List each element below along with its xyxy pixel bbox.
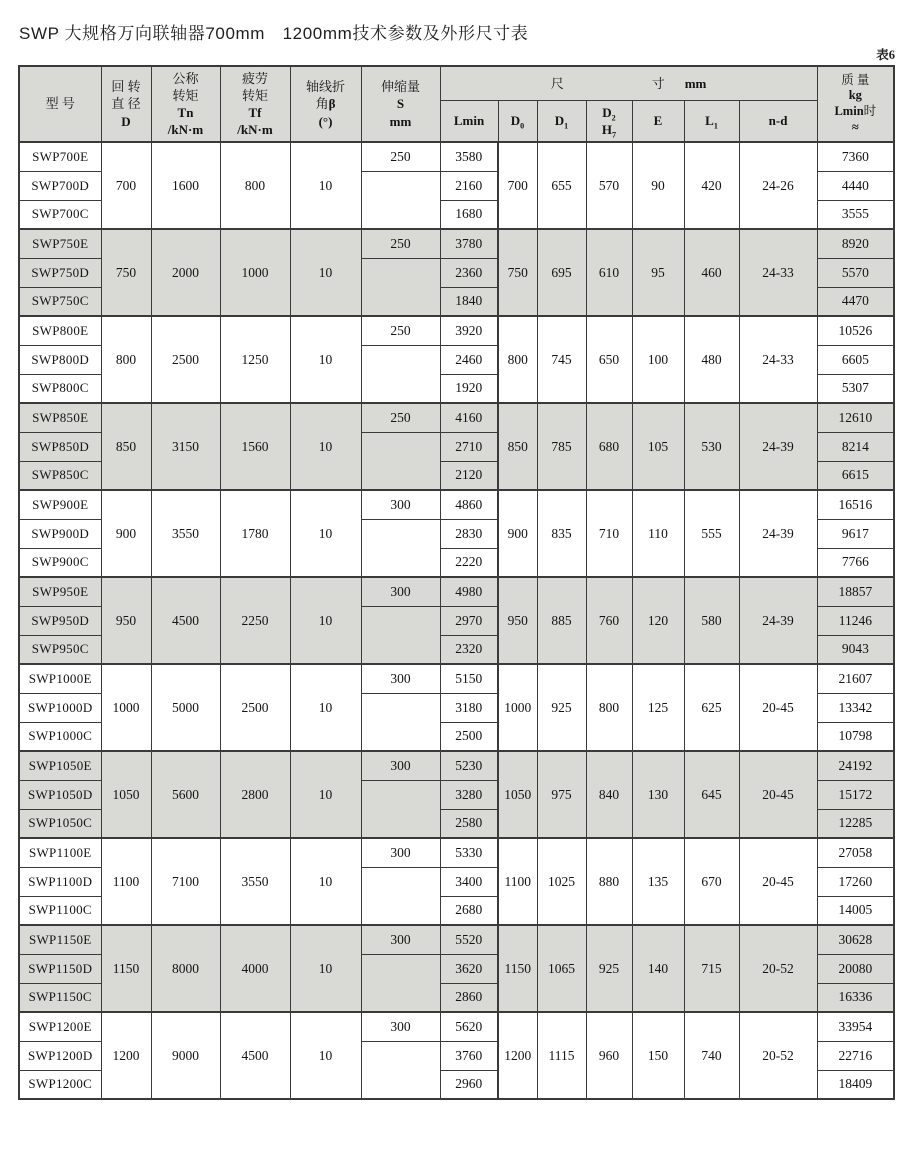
lmin-cell: 2970 — [440, 606, 498, 635]
d1-cell: 1065 — [537, 925, 586, 1012]
e-cell: 135 — [632, 838, 684, 925]
doc-title: SWP 大规格万向联轴器700mm 1200mm技术参数及外形尺寸表 — [19, 24, 529, 43]
diameter-cell: 750 — [101, 229, 151, 316]
model-group — [19, 925, 894, 1012]
mass-cell: 18857 — [817, 577, 894, 606]
model-group — [19, 403, 894, 490]
d1-cell: 885 — [537, 577, 586, 664]
nd-cell: 20-52 — [739, 1012, 817, 1099]
d2-cell: 800 — [586, 664, 632, 751]
mass-cell: 15172 — [817, 780, 894, 809]
s-cell-empty — [361, 780, 440, 838]
nominal-torque-cell: 2500 — [151, 316, 220, 403]
nd-cell: 24-39 — [739, 577, 817, 664]
lmin-cell: 3760 — [440, 1041, 498, 1070]
model-cell: SWP1200D — [19, 1041, 101, 1070]
d2-cell: 610 — [586, 229, 632, 316]
s-cell: 300 — [361, 664, 440, 693]
nominal-torque-cell: 3550 — [151, 490, 220, 577]
d2-cell: 570 — [586, 142, 632, 229]
l1-cell: 420 — [684, 142, 739, 229]
e-cell: 110 — [632, 490, 684, 577]
d2-cell: 880 — [586, 838, 632, 925]
l1-cell: 480 — [684, 316, 739, 403]
s-cell-empty — [361, 1041, 440, 1099]
subcol-d1: $D_1$ — [537, 100, 586, 142]
mass-cell: 12610 — [817, 403, 894, 432]
mass-cell: 10526 — [817, 316, 894, 345]
mass-cell: 13342 — [817, 693, 894, 722]
d1-cell: 695 — [537, 229, 586, 316]
subcol-d0: $D_0$ — [498, 100, 537, 142]
nd-cell: 24-39 — [739, 403, 817, 490]
lmin-cell: 5620 — [440, 1012, 498, 1041]
mass-cell: 9617 — [817, 519, 894, 548]
mass-cell: 10798 — [817, 722, 894, 751]
lmin-cell: 5520 — [440, 925, 498, 954]
e-cell: 140 — [632, 925, 684, 1012]
fatigue-torque-cell: 1780 — [220, 490, 290, 577]
nd-cell: 20-52 — [739, 925, 817, 1012]
lmin-cell: 1840 — [440, 287, 498, 316]
d2-cell: 680 — [586, 403, 632, 490]
model-group — [19, 577, 894, 664]
lmin-cell: 5150 — [440, 664, 498, 693]
col-diameter: 回 转 直 径 D — [101, 66, 151, 142]
mass-cell: 18409 — [817, 1070, 894, 1099]
angle-cell: 10 — [290, 490, 361, 577]
mass-cell: 7766 — [817, 548, 894, 577]
mass-cell: 3555 — [817, 200, 894, 229]
lmin-cell: 2830 — [440, 519, 498, 548]
mass-cell: 22716 — [817, 1041, 894, 1070]
model-cell: SWP800C — [19, 374, 101, 403]
model-cell: SWP700E — [19, 142, 101, 171]
s-cell-empty — [361, 693, 440, 751]
mass-cell: 20080 — [817, 954, 894, 983]
d1-cell: 975 — [537, 751, 586, 838]
diameter-cell: 800 — [101, 316, 151, 403]
mass-cell: 9043 — [817, 635, 894, 664]
lmin-cell: 2960 — [440, 1070, 498, 1099]
s-cell: 250 — [361, 229, 440, 258]
mass-cell: 21607 — [817, 664, 894, 693]
e-cell: 120 — [632, 577, 684, 664]
lmin-cell: 2680 — [440, 896, 498, 925]
nd-cell: 20-45 — [739, 664, 817, 751]
nd-cell: 20-45 — [739, 751, 817, 838]
model-cell: SWP1050D — [19, 780, 101, 809]
diameter-cell: 1100 — [101, 838, 151, 925]
d1-cell: 1025 — [537, 838, 586, 925]
model-group — [19, 1012, 894, 1099]
mass-cell: 6605 — [817, 345, 894, 374]
s-cell-empty — [361, 519, 440, 577]
lmin-cell: 3280 — [440, 780, 498, 809]
diameter-cell: 950 — [101, 577, 151, 664]
nd-cell: 24-26 — [739, 142, 817, 229]
model-cell: SWP1000C — [19, 722, 101, 751]
nd-cell: 20-45 — [739, 838, 817, 925]
diameter-cell: 1000 — [101, 664, 151, 751]
lmin-cell: 3180 — [440, 693, 498, 722]
nominal-torque-cell: 8000 — [151, 925, 220, 1012]
model-cell: SWP900E — [19, 490, 101, 519]
col-mass: 质 量 kg Lmin时 ≈ — [817, 66, 894, 142]
model-cell: SWP750C — [19, 287, 101, 316]
d2-cell: 710 — [586, 490, 632, 577]
mass-cell: 8920 — [817, 229, 894, 258]
mass-cell: 8214 — [817, 432, 894, 461]
d2-cell: 840 — [586, 751, 632, 838]
lmin-cell: 2320 — [440, 635, 498, 664]
model-cell: SWP1050C — [19, 809, 101, 838]
d2-cell: 650 — [586, 316, 632, 403]
lmin-cell: 3580 — [440, 142, 498, 171]
fatigue-torque-cell: 2250 — [220, 577, 290, 664]
diameter-cell: 1200 — [101, 1012, 151, 1099]
nd-cell: 24-33 — [739, 316, 817, 403]
lmin-cell: 5230 — [440, 751, 498, 780]
lmin-cell: 4980 — [440, 577, 498, 606]
e-cell: 130 — [632, 751, 684, 838]
d0-cell: 900 — [498, 490, 537, 577]
model-group — [19, 229, 894, 316]
model-cell: SWP700C — [19, 200, 101, 229]
col-angle: 轴线折 角β (°) — [290, 66, 361, 142]
e-cell: 90 — [632, 142, 684, 229]
mass-cell: 14005 — [817, 896, 894, 925]
fatigue-torque-cell: 4500 — [220, 1012, 290, 1099]
model-group — [19, 838, 894, 925]
s-cell: 300 — [361, 490, 440, 519]
model-group — [19, 316, 894, 403]
model-cell: SWP950E — [19, 577, 101, 606]
angle-cell: 10 — [290, 1012, 361, 1099]
mass-cell: 16336 — [817, 983, 894, 1012]
lmin-cell: 4160 — [440, 403, 498, 432]
page — [0, 19, 900, 1100]
mass-cell: 6615 — [817, 461, 894, 490]
nominal-torque-cell: 5000 — [151, 664, 220, 751]
model-cell: SWP1050E — [19, 751, 101, 780]
s-cell: 250 — [361, 142, 440, 171]
mass-cell: 24192 — [817, 751, 894, 780]
diameter-cell: 1050 — [101, 751, 151, 838]
model-cell: SWP1000D — [19, 693, 101, 722]
d0-cell: 950 — [498, 577, 537, 664]
col-nominal-torque: 公称 转矩 Tn /kN·m — [151, 66, 220, 142]
lmin-cell: 1680 — [440, 200, 498, 229]
l1-cell: 670 — [684, 838, 739, 925]
diameter-cell: 850 — [101, 403, 151, 490]
lmin-cell: 2580 — [440, 809, 498, 838]
d2-cell: 925 — [586, 925, 632, 1012]
diameter-cell: 900 — [101, 490, 151, 577]
nd-cell: 24-33 — [739, 229, 817, 316]
lmin-cell: 3920 — [440, 316, 498, 345]
lmin-cell: 3620 — [440, 954, 498, 983]
d1-cell: 925 — [537, 664, 586, 751]
e-cell: 100 — [632, 316, 684, 403]
s-cell: 250 — [361, 316, 440, 345]
l1-cell: 460 — [684, 229, 739, 316]
s-cell-empty — [361, 432, 440, 490]
col-model: 型 号 — [19, 66, 101, 142]
d1-cell: 655 — [537, 142, 586, 229]
diameter-cell: 700 — [101, 142, 151, 229]
mass-cell: 11246 — [817, 606, 894, 635]
col-dimensions: 尺 寸 mm — [440, 66, 817, 100]
nominal-torque-cell: 1600 — [151, 142, 220, 229]
d0-cell: 700 — [498, 142, 537, 229]
d1-cell: 745 — [537, 316, 586, 403]
s-cell: 300 — [361, 1012, 440, 1041]
model-cell: SWP1150D — [19, 954, 101, 983]
l1-cell: 555 — [684, 490, 739, 577]
model-cell: SWP800E — [19, 316, 101, 345]
e-cell: 150 — [632, 1012, 684, 1099]
nominal-torque-cell: 5600 — [151, 751, 220, 838]
lmin-cell: 2860 — [440, 983, 498, 1012]
fatigue-torque-cell: 1000 — [220, 229, 290, 316]
s-cell: 300 — [361, 577, 440, 606]
table-note: 表6 — [876, 48, 895, 62]
l1-cell: 740 — [684, 1012, 739, 1099]
mass-cell: 4440 — [817, 171, 894, 200]
nominal-torque-cell: 3150 — [151, 403, 220, 490]
angle-cell: 10 — [290, 838, 361, 925]
d0-cell: 1000 — [498, 664, 537, 751]
mass-cell: 12285 — [817, 809, 894, 838]
lmin-cell: 2500 — [440, 722, 498, 751]
d2-cell: 960 — [586, 1012, 632, 1099]
subcol-lmin: Lmin — [440, 100, 498, 142]
d1-cell: 785 — [537, 403, 586, 490]
d0-cell: 850 — [498, 403, 537, 490]
s-cell-empty — [361, 258, 440, 316]
model-group — [19, 751, 894, 838]
angle-cell: 10 — [290, 403, 361, 490]
s-cell-empty — [361, 606, 440, 664]
mass-cell: 4470 — [817, 287, 894, 316]
angle-cell: 10 — [290, 751, 361, 838]
col-fatigue-torque: 疲劳 转矩 Tf /kN·m — [220, 66, 290, 142]
lmin-cell: 4860 — [440, 490, 498, 519]
model-cell: SWP1100C — [19, 896, 101, 925]
model-cell: SWP950C — [19, 635, 101, 664]
fatigue-torque-cell: 800 — [220, 142, 290, 229]
col-expansion: 伸缩量 S mm — [361, 66, 440, 142]
model-cell: SWP900D — [19, 519, 101, 548]
nominal-torque-cell: 2000 — [151, 229, 220, 316]
angle-cell: 10 — [290, 316, 361, 403]
d0-cell: 1150 — [498, 925, 537, 1012]
angle-cell: 10 — [290, 664, 361, 751]
s-cell: 300 — [361, 751, 440, 780]
l1-cell: 580 — [684, 577, 739, 664]
nominal-torque-cell: 4500 — [151, 577, 220, 664]
d0-cell: 750 — [498, 229, 537, 316]
model-cell: SWP1000E — [19, 664, 101, 693]
l1-cell: 625 — [684, 664, 739, 751]
nominal-torque-cell: 9000 — [151, 1012, 220, 1099]
d2-cell: 760 — [586, 577, 632, 664]
subcol-l1: $L_1$ — [684, 100, 739, 142]
diameter-cell: 1150 — [101, 925, 151, 1012]
s-cell-empty — [361, 171, 440, 229]
mass-cell: 30628 — [817, 925, 894, 954]
l1-cell: 530 — [684, 403, 739, 490]
lmin-cell: 2460 — [440, 345, 498, 374]
mass-cell: 17260 — [817, 867, 894, 896]
lmin-cell: 2220 — [440, 548, 498, 577]
mass-cell: 33954 — [817, 1012, 894, 1041]
mass-cell: 5570 — [817, 258, 894, 287]
lmin-cell: 1920 — [440, 374, 498, 403]
mass-cell: 16516 — [817, 490, 894, 519]
s-cell-empty — [361, 867, 440, 925]
e-cell: 105 — [632, 403, 684, 490]
fatigue-torque-cell: 1560 — [220, 403, 290, 490]
angle-cell: 10 — [290, 925, 361, 1012]
e-cell: 125 — [632, 664, 684, 751]
fatigue-torque-cell: 3550 — [220, 838, 290, 925]
fatigue-torque-cell: 2500 — [220, 664, 290, 751]
mass-cell: 27058 — [817, 838, 894, 867]
mass-cell: 5307 — [817, 374, 894, 403]
lmin-cell: 5330 — [440, 838, 498, 867]
fatigue-torque-cell: 1250 — [220, 316, 290, 403]
d0-cell: 800 — [498, 316, 537, 403]
lmin-cell: 3780 — [440, 229, 498, 258]
mass-cell: 7360 — [817, 142, 894, 171]
nominal-torque-cell: 7100 — [151, 838, 220, 925]
s-cell: 250 — [361, 403, 440, 432]
model-group — [19, 142, 894, 229]
lmin-cell: 2160 — [440, 171, 498, 200]
l1-cell: 715 — [684, 925, 739, 1012]
lmin-cell: 2120 — [440, 461, 498, 490]
model-group — [19, 490, 894, 577]
nd-cell: 24-39 — [739, 490, 817, 577]
model-cell: SWP1100E — [19, 838, 101, 867]
spec-table — [18, 65, 895, 1100]
d0-cell: 1100 — [498, 838, 537, 925]
s-cell-empty — [361, 345, 440, 403]
model-group — [19, 664, 894, 751]
model-cell: SWP700D — [19, 171, 101, 200]
model-cell: SWP1200E — [19, 1012, 101, 1041]
lmin-cell: 2360 — [440, 258, 498, 287]
model-cell: SWP750E — [19, 229, 101, 258]
fatigue-torque-cell: 2800 — [220, 751, 290, 838]
d1-cell: 1115 — [537, 1012, 586, 1099]
lmin-cell: 3400 — [440, 867, 498, 896]
model-cell: SWP800D — [19, 345, 101, 374]
s-cell: 300 — [361, 925, 440, 954]
d1-cell: 835 — [537, 490, 586, 577]
angle-cell: 10 — [290, 229, 361, 316]
angle-cell: 10 — [290, 142, 361, 229]
angle-cell: 10 — [290, 577, 361, 664]
model-cell: SWP850C — [19, 461, 101, 490]
subcol-d2h7: $D_2$ $H_7$ — [586, 100, 632, 142]
lmin-cell: 2710 — [440, 432, 498, 461]
d0-cell: 1200 — [498, 1012, 537, 1099]
fatigue-torque-cell: 4000 — [220, 925, 290, 1012]
e-cell: 95 — [632, 229, 684, 316]
model-cell: SWP1200C — [19, 1070, 101, 1099]
s-cell: 300 — [361, 838, 440, 867]
subcol-nd: n-d — [739, 100, 817, 142]
model-cell: SWP1150E — [19, 925, 101, 954]
model-cell: SWP950D — [19, 606, 101, 635]
l1-cell: 645 — [684, 751, 739, 838]
model-cell: SWP900C — [19, 548, 101, 577]
model-cell: SWP750D — [19, 258, 101, 287]
model-cell: SWP1150C — [19, 983, 101, 1012]
model-cell: SWP850D — [19, 432, 101, 461]
s-cell-empty — [361, 954, 440, 1012]
model-cell: SWP850E — [19, 403, 101, 432]
model-cell: SWP1100D — [19, 867, 101, 896]
d0-cell: 1050 — [498, 751, 537, 838]
subcol-e: E — [632, 100, 684, 142]
